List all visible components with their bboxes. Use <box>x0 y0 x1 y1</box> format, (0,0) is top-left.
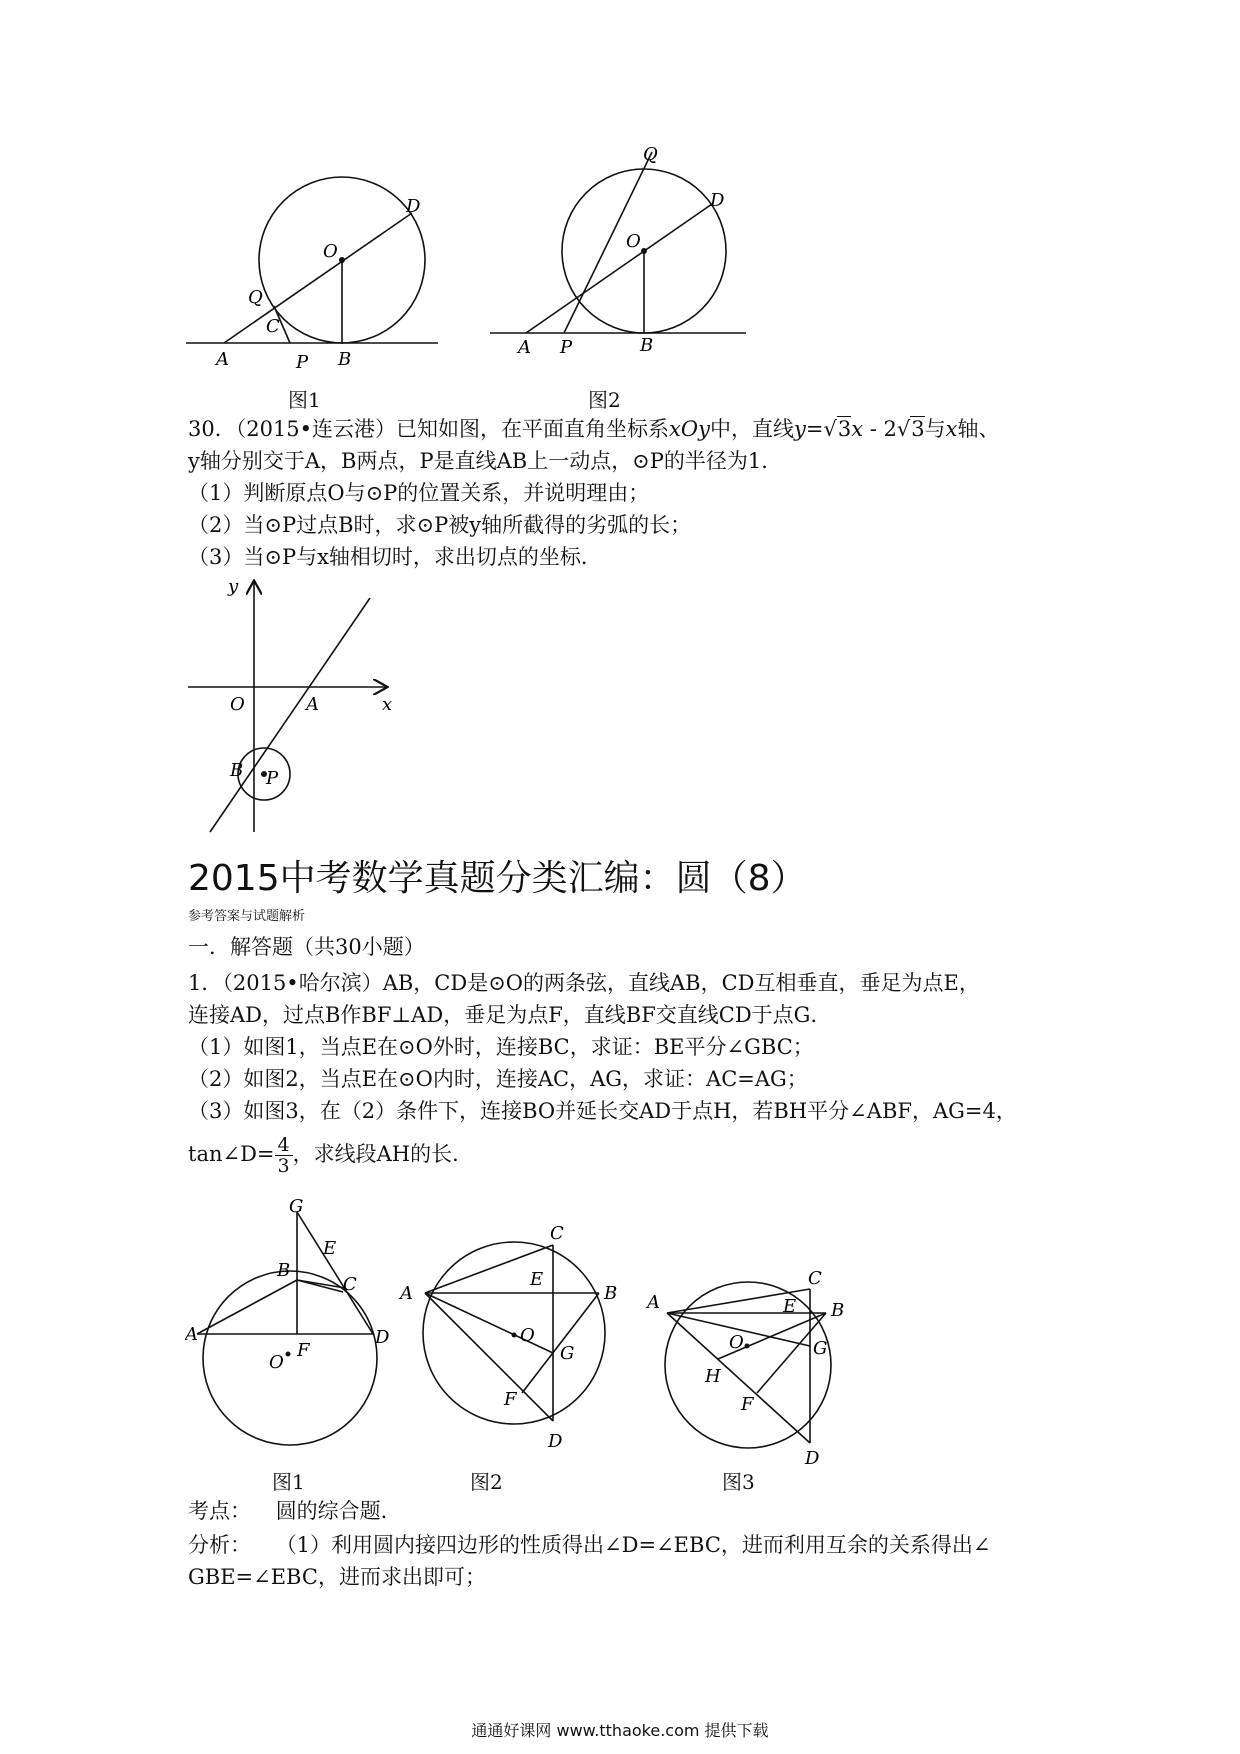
label-c: C <box>808 1268 822 1289</box>
label-f: F <box>297 1340 310 1361</box>
label-c: C <box>266 316 280 337</box>
label-d: D <box>375 1327 390 1348</box>
line-ad <box>526 204 712 333</box>
label-o: O <box>729 1332 744 1353</box>
label-x: x <box>382 694 393 715</box>
section-title: 2015中考数学真题分类汇编：圆（8） <box>188 858 807 899</box>
label-p: P <box>560 337 573 358</box>
label-e: E <box>530 1269 544 1290</box>
label-e: E <box>323 1238 337 1259</box>
problem30-graph <box>180 570 420 840</box>
label-o: O <box>230 694 245 715</box>
fenxi-text1: （1）利用圆内接四边形的性质得出∠D=∠EBC，进而利用互余的关系得出∠ <box>275 1533 991 1557</box>
fraction: $\frac{4}{3}$ <box>275 1135 293 1176</box>
label-q: Q <box>643 144 658 165</box>
figure-top-1 <box>180 150 450 380</box>
problem1-line4: （2）如图2，当点E在⊙O内时，连接AC，AG，求证：AC=AG； <box>188 1067 808 1091</box>
label-a: A <box>400 1283 413 1304</box>
label-g: G <box>289 1198 304 1217</box>
label-d: D <box>805 1448 820 1468</box>
problem30-q2: （2）当⊙P过点B时，求⊙P被y轴所截得的劣弧的长； <box>188 513 692 537</box>
label-f: F <box>504 1389 517 1410</box>
problem30-q3: （3）当⊙P与x轴相切时，求出切点的坐标． <box>188 545 602 569</box>
label-b: B <box>604 1283 618 1304</box>
label-d: D <box>406 196 421 217</box>
figure-caption: 图1 <box>288 388 321 412</box>
label-a: A <box>185 1324 198 1345</box>
kaodian-label: 考点： <box>188 1499 251 1523</box>
problem30-line1: 30．（2015•连云港）已知如图，在平面直角坐标系xOy中，直线y=√3x - 2√3与x轴、 <box>188 417 1000 441</box>
problem1-line2: 连接AD，过点B作BF⊥AD，垂足为点F，直线BF交直线CD于点G． <box>188 1003 832 1027</box>
label-b: B <box>277 1260 291 1281</box>
part-heading: 一．解答题（共30小题） <box>188 935 425 959</box>
fenxi-line1 <box>188 1530 991 1560</box>
label-b: B <box>640 335 654 356</box>
figure-top-2 <box>480 140 760 370</box>
label-c: C <box>550 1225 564 1244</box>
label-a: A <box>216 349 229 370</box>
line-ab <box>197 1280 297 1334</box>
label-a: A <box>518 337 531 358</box>
label-o: O <box>269 1352 284 1373</box>
circle-o <box>665 1282 831 1448</box>
label-h: H <box>705 1366 721 1387</box>
figure-caption-3: 图3 <box>722 1470 755 1494</box>
problem30-line2: y轴分别交于A，B两点，P是直线AB上一动点，⊙P的半径为1． <box>188 449 783 473</box>
label-e: E <box>783 1296 797 1317</box>
label-o: O <box>520 1325 535 1346</box>
fenxi-label: 分析： <box>188 1533 251 1557</box>
kaodian-text: 圆的综合题． <box>275 1499 402 1523</box>
label-d: D <box>710 190 725 211</box>
label-y: y <box>228 576 239 597</box>
label-q: Q <box>248 287 263 308</box>
figure-caption-1: 图1 <box>272 1470 305 1494</box>
label-b: B <box>338 349 352 370</box>
label-a: A <box>647 1292 660 1313</box>
problem1-line6: tan∠D= $\frac{4}{3}$ ，求线段AH的长． <box>188 1134 474 1177</box>
label-c: C <box>343 1274 357 1295</box>
figure-caption: 图2 <box>588 388 621 412</box>
problem30-q1: （1）判断原点O与⊙P的位置关系，并说明理由； <box>188 481 650 505</box>
figure-caption-2: 图2 <box>470 1470 503 1494</box>
label-o: O <box>626 231 641 252</box>
line-ad <box>224 213 412 343</box>
label-g: G <box>813 1338 828 1359</box>
label-o: O <box>323 241 338 262</box>
line-ad <box>425 1293 553 1421</box>
label-b: B <box>230 760 244 781</box>
problem1-figure2 <box>398 1225 628 1475</box>
problem1-line5: （3）如图3，在（2）条件下，连接BO并延长交AD于点H，若BH平分∠ABF，AG=4， <box>188 1099 1017 1123</box>
label-d: D <box>548 1431 563 1452</box>
problem1-line3: （1）如图1，当点E在⊙O外时，连接BC，求证：BE平分∠GBC； <box>188 1035 814 1059</box>
label-p: P <box>266 768 279 789</box>
subtitle: 参考答案与试题解析 <box>188 909 306 924</box>
line-ab <box>210 598 370 832</box>
label-g: G <box>560 1343 575 1364</box>
problem1-figure3 <box>645 1268 865 1468</box>
problem1-line1: 1．（2015•哈尔滨）AB，CD是⊙O的两条弦，直线AB，CD互相垂直，垂足为点E， <box>188 971 980 995</box>
label-f: F <box>741 1394 754 1415</box>
label-a: A <box>306 694 319 715</box>
fenxi-line2: GBE=∠EBC，进而求出即可； <box>188 1565 486 1589</box>
kaodian-line <box>188 1496 402 1526</box>
footer: 通通好课网 www.tthaoke.com 提供下载 <box>471 1721 769 1740</box>
label-p: P <box>296 352 309 373</box>
problem1-figure1 <box>185 1198 395 1448</box>
label-b: B <box>831 1300 845 1321</box>
